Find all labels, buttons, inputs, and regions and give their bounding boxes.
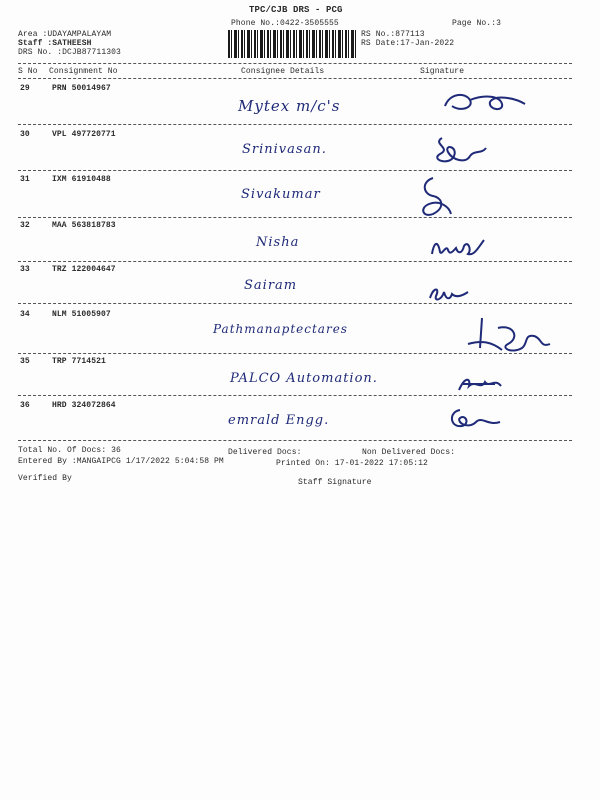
signature-mark (428, 236, 488, 260)
row-consignment-no: PRN 50014967 (52, 84, 111, 93)
entered-by: Entered By :MANGAIPCG 1/17/2022 5:04:58 PM (18, 457, 224, 466)
rs-date: RS Date:17-Jan-2022 (361, 39, 455, 48)
signature-mark (462, 314, 562, 358)
signature-mark (415, 174, 455, 218)
signature-mark (455, 372, 505, 394)
row-consignee-handwritten: Nisha (256, 235, 300, 250)
row-sno: 32 (20, 221, 30, 230)
staff-field: Staff :SATHEESH (18, 39, 92, 48)
printed-on: Printed On: 17-01-2022 17:05:12 (276, 459, 428, 468)
row-consignment-no: TRZ 122004647 (52, 265, 116, 274)
row-sno: 30 (20, 130, 30, 139)
total-docs: Total No. Of Docs: 36 (18, 446, 121, 455)
signature-mark (440, 88, 530, 118)
row-sno: 36 (20, 401, 30, 410)
row-consignee-handwritten: Sivakumar (241, 187, 321, 202)
row-divider (18, 217, 572, 218)
document-title: TPC/CJB DRS - PCG (249, 5, 343, 15)
row-consignee-handwritten: Srinivasan. (242, 142, 327, 157)
row-divider (18, 303, 572, 304)
row-consignment-no: TRP 7714521 (52, 357, 106, 366)
row-divider (18, 395, 572, 396)
rs-number: RS No.:877113 (361, 30, 425, 39)
signature-mark (426, 282, 472, 304)
row-consignee-handwritten: Sairam (244, 278, 298, 293)
row-divider (18, 124, 572, 125)
verified-by: Verified By (18, 474, 72, 483)
row-consignment-no: MAA 563818783 (52, 221, 116, 230)
phone-number: Phone No.:0422-3505555 (231, 19, 339, 28)
column-signature: Signature (420, 67, 465, 76)
barcode-image (228, 30, 356, 58)
row-sno: 34 (20, 310, 30, 319)
header-divider (18, 63, 572, 64)
non-delivered-docs: Non Delivered Docs: (362, 448, 456, 457)
signature-mark (446, 404, 502, 434)
row-sno: 31 (20, 175, 30, 184)
row-consignee-handwritten: PALCO Automation. (230, 371, 378, 386)
row-divider (18, 440, 572, 441)
drs-number: DRS No. :DCJB87711303 (18, 48, 121, 57)
column-header-divider (18, 78, 572, 79)
row-consignee-handwritten: emrald Engg. (228, 413, 330, 428)
column-consignment: Consignment No (49, 67, 118, 76)
delivered-docs: Delivered Docs: (228, 448, 302, 457)
row-divider (18, 170, 572, 171)
column-consignee-details: Consignee Details (241, 67, 325, 76)
row-sno: 35 (20, 357, 30, 366)
page-number: Page No.:3 (452, 19, 502, 28)
row-consignee-handwritten: Pathmanaptectares (213, 322, 348, 336)
signature-mark (430, 134, 490, 170)
row-divider (18, 353, 572, 354)
staff-signature-label: Staff Signature (298, 478, 372, 487)
column-sno: S No (18, 67, 38, 76)
row-consignment-no: HRD 324072864 (52, 401, 116, 410)
row-sno: 33 (20, 265, 30, 274)
row-consignment-no: IXM 61910488 (52, 175, 111, 184)
row-sno: 29 (20, 84, 30, 93)
row-divider (18, 261, 572, 262)
row-consignment-no: NLM 51005907 (52, 310, 111, 319)
area-field: Area :UDAYAMPALAYAM (18, 30, 112, 39)
row-consignment-no: VPL 497720771 (52, 130, 116, 139)
row-consignee-handwritten: Mytex m/c's (238, 97, 341, 115)
